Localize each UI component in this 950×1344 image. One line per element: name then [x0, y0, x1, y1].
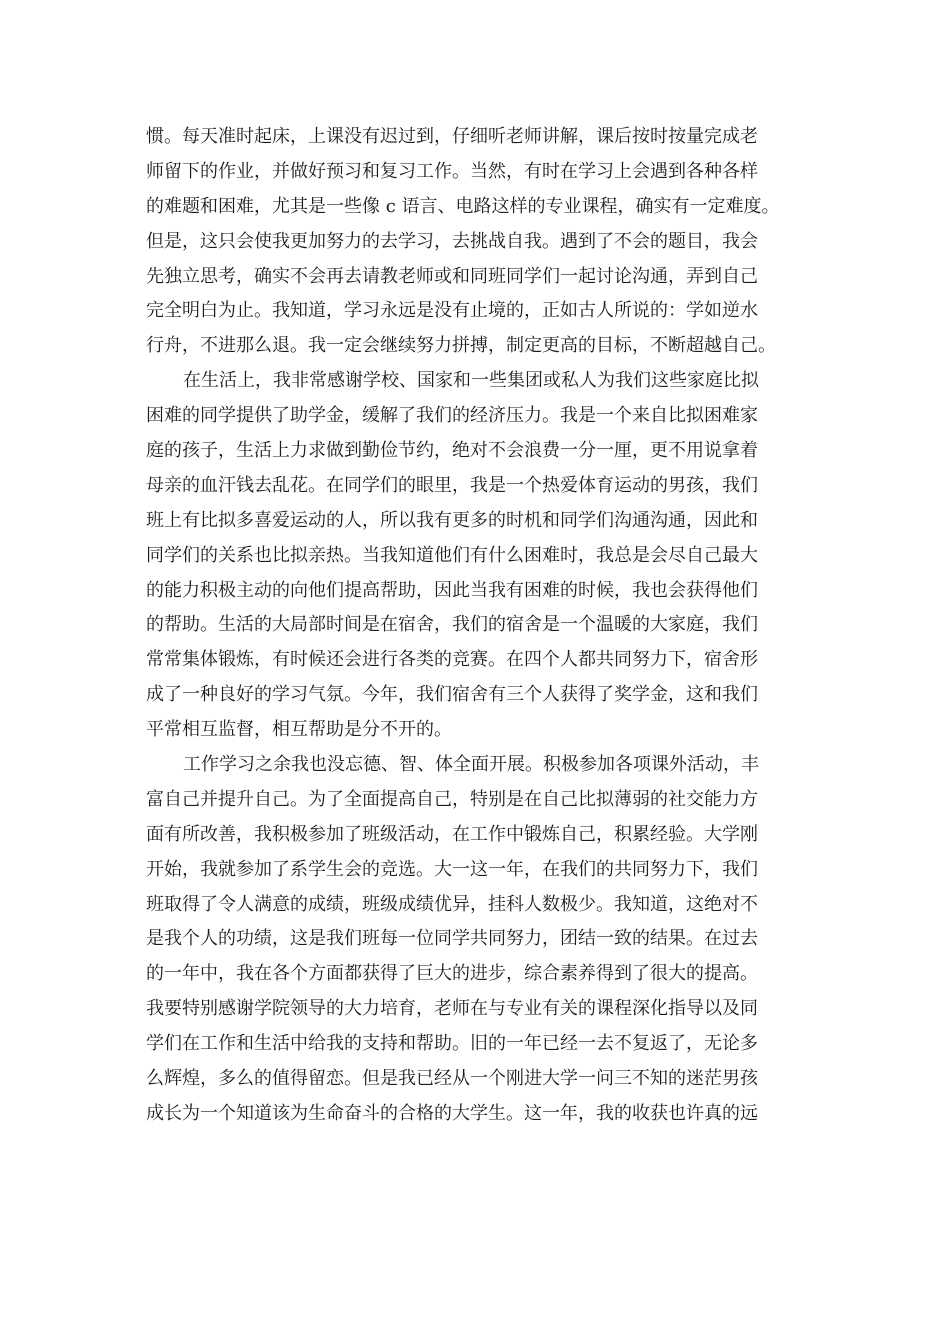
text-line: 是我个人的功绩，这是我们班每一位同学共同努力，团结一致的结果。在过去: [146, 928, 758, 950]
text-line: 的帮助。生活的大局部时间是在宿舍，我们的宿舍是一个温暖的大家庭，我们: [146, 614, 758, 636]
text-line: 先独立思考，确实不会再去请教老师或和同班同学们一起讨论沟通，弄到自己: [146, 265, 758, 287]
text-line: 但是，这只会使我更加努力的去学习，去挑战自我。遇到了不会的题目，我会: [146, 230, 758, 252]
text-line: 成长为一个知道该为生命奋斗的合格的大学生。这一年，我的收获也许真的远: [146, 1102, 758, 1124]
text-line: 完全明白为止。我知道，学习永远是没有止境的，正如古人所说的：学如逆水: [146, 300, 758, 322]
text-line: 师留下的作业，并做好预习和复习工作。当然，有时在学习上会遇到各种各样: [146, 160, 758, 182]
paragraph-first-line: 工作学习之余我也没忘德、智、体全面开展。积极参加各项课外活动，丰: [183, 754, 759, 776]
text-line: 惯。每天准时起床，上课没有迟过到，仔细听老师讲解，课后按时按量完成老: [146, 126, 758, 147]
text-line: 班上有比拟多喜爱运动的人，所以我有更多的时机和同学们沟通沟通，因此和: [146, 509, 758, 531]
text-line: 学们在工作和生活中给我的支持和帮助。旧的一年已经一去不复返了，无论多: [146, 1033, 758, 1055]
text-line: 庭的孩子，生活上力求做到勤俭节约，绝对不会浪费一分一厘，更不用说拿着: [146, 440, 758, 462]
text-line: 的一年中，我在各个方面都获得了巨大的进步，综合素养得到了很大的提高。: [146, 963, 758, 985]
text-line: 困难的同学提供了助学金，缓解了我们的经济压力。我是一个来自比拟困难家: [146, 405, 758, 427]
paragraph-first-line: 在生活上，我非常感谢学校、国家和一些集团或私人为我们这些家庭比拟: [183, 370, 759, 392]
text-line: 富自己并提升自己。为了全面提高自己，特别是在自己比拟薄弱的社交能力方: [146, 788, 758, 810]
text-line: 常常集体锻炼，有时候还会进行各类的竞赛。在四个人都共同努力下，宿舍形: [146, 649, 758, 671]
text-line: 面有所改善，我积极参加了班级活动，在工作中锻炼自己，积累经验。大学刚: [146, 823, 758, 845]
text-line: 平常相互监督，相互帮助是分不开的。: [146, 719, 452, 741]
text-line: 行舟，不进那么退。我一定会继续努力拼搏，制定更高的目标，不断超越自己。: [146, 335, 776, 357]
text-line: 的能力积极主动的向他们提高帮助，因此当我有困难的时候，我也会获得他们: [146, 579, 758, 601]
body-text: [146, 120, 806, 1132]
text-line: 母亲的血汗钱去乱花。在同学们的眼里，我是一个热爱体育运动的男孩，我们: [146, 474, 758, 496]
text-line: 开始，我就参加了系学生会的竞选。大一这一年，在我们的共同努力下，我们: [146, 858, 758, 880]
text-line: 同学们的关系也比拟亲热。当我知道他们有什么困难时，我总是会尽自己最大: [146, 544, 758, 566]
text-line: 么辉煌，多么的值得留恋。但是我已经从一个刚进大学一问三不知的迷茫男孩: [146, 1068, 758, 1090]
text-line: 班取得了令人满意的成绩，班级成绩优异，挂科人数极少。我知道，这绝对不: [146, 893, 758, 915]
text-line: 我要特别感谢学院领导的大力培育，老师在与专业有关的课程深化指导以及同: [146, 998, 758, 1020]
text-line: 的难题和困难，尤其是一些像 c 语言、电路这样的专业课程，确实有一定难度。: [146, 195, 780, 217]
text-line: 成了一种良好的学习气氛。今年，我们宿舍有三个人获得了奖学金，这和我们: [146, 684, 758, 706]
